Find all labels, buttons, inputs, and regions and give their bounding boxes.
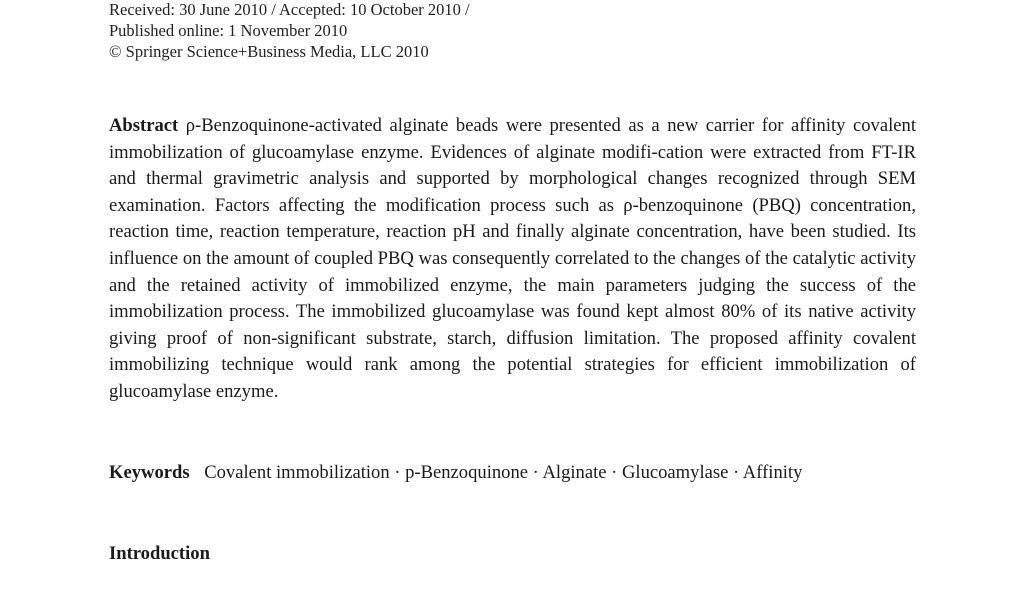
abstract-label: Abstract [109,115,186,136]
abstract-section [109,113,916,406]
published-online-date: Published online: 1 November 2010 [109,21,348,40]
keywords-list: Covalent immobilization · p-Benzoquinone · Alginate · Glucoamylase · Affinity [204,462,803,483]
received-accepted-dates: Received: 30 June 2010 / Accepted: 10 October 2010 / [109,0,470,19]
keywords-section [109,460,802,486]
introduction-heading: Introduction [109,543,210,564]
article-history [109,0,470,62]
keywords-label: Keywords [109,462,190,483]
copyright-notice: © Springer Science+Business Media, LLC 2010 [109,42,429,61]
abstract-text: ρ-Benzoquinone-activated alginate beads were presented as a new carrier for affinity covalent immobilization of glucoamylase enzyme. Evidences of alginate modifi-cation were extracted from FT-IR and thermal gravimetric analysis and supported by morphological changes recognized through SEM examination. Factors affecting the modification process such as ρ-benzoquinone (PBQ) concentration, reaction time, reaction temperature, reaction pH and finally alginate concentration, have been studied. Its influence on the amount of coupled PBQ was consequently correlated to the changes of the catalytic activity and the retained activity of immobilized enzyme, the main parameters judging the success of the immobilization process. The immobilized glucoamylase was found kept almost 80% of its native activity giving proof of non-significant substrate, starch, diffusion limitation. The proposed affinity covalent immobilizing technique would rank among the potential strategies for efficient immobilization of glucoamylase enzyme. [109,115,916,402]
